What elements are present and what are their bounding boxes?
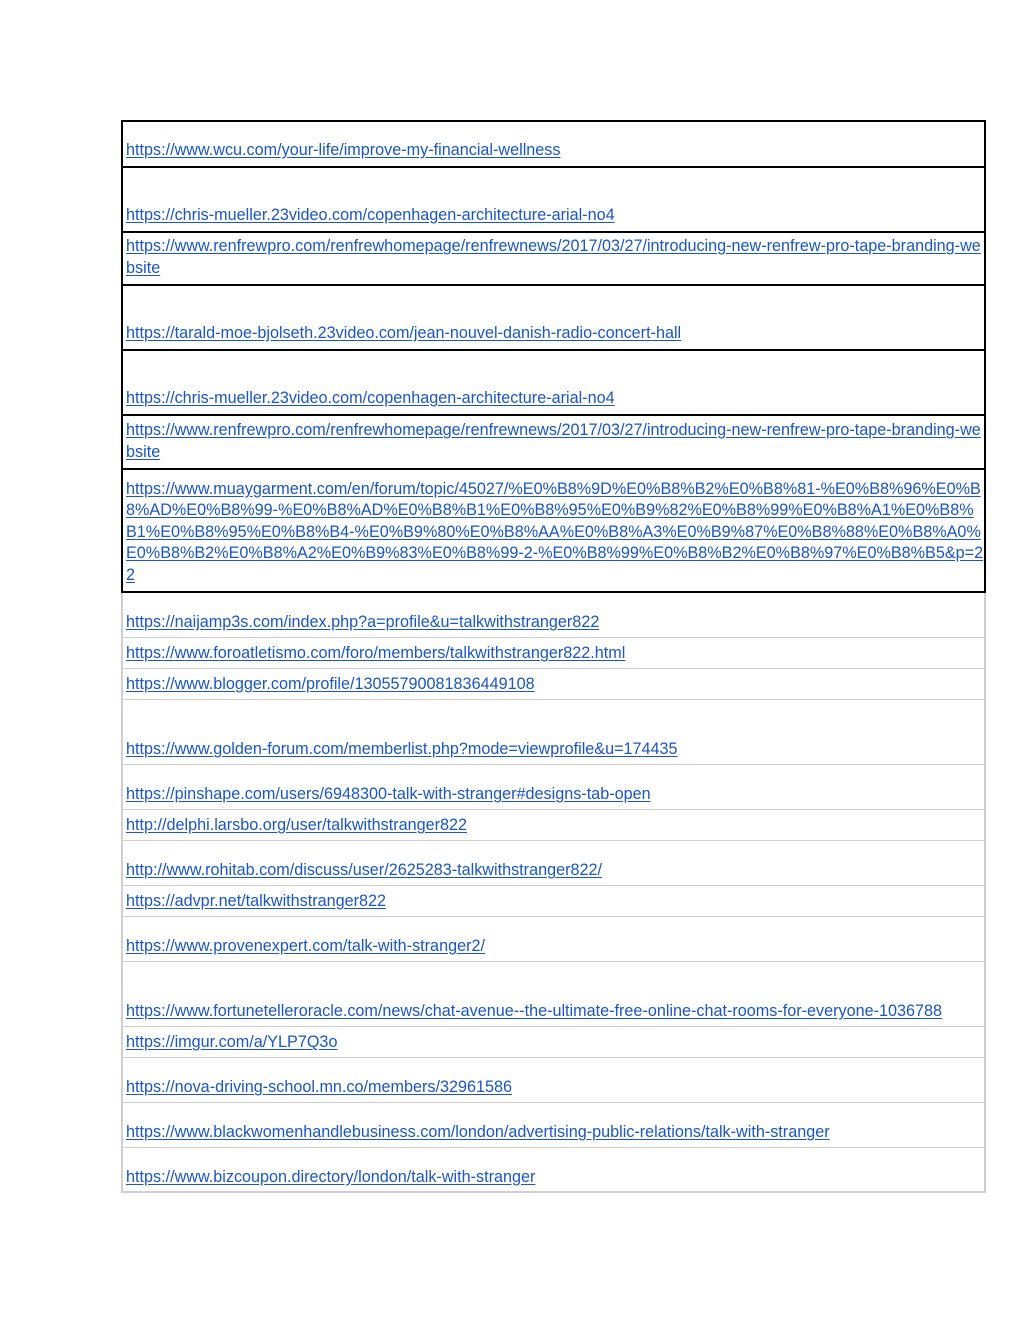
url-link[interactable]: https://www.blogger.com/profile/13055790081836449108	[126, 675, 535, 693]
url-link[interactable]: http://www.rohitab.com/discuss/user/2625283-talkwithstranger822/	[126, 861, 602, 879]
table-cell	[122, 350, 985, 415]
url-link[interactable]: http://delphi.larsbo.org/user/talkwithstranger822	[126, 816, 468, 834]
table-cell	[122, 1147, 985, 1192]
table-row	[122, 764, 985, 809]
url-link[interactable]: https://www.bizcoupon.directory/london/talk-with-stranger	[126, 1167, 536, 1186]
table-row	[122, 809, 985, 840]
url-link[interactable]: https://www.renfrewpro.com/renfrewhomepage/renfrewnews/2017/03/27/introducing-new-renfrew-pro-tape-branding-website	[126, 237, 981, 277]
url-link[interactable]: https://www.provenexpert.com/talk-with-stranger2/	[126, 937, 485, 955]
url-link[interactable]: https://www.foroatletismo.com/foro/members/talkwithstranger822.html	[126, 644, 626, 662]
url-link[interactable]: https://www.golden-forum.com/memberlist.php?mode=viewprofile&u=174435	[126, 740, 678, 758]
table-cell	[122, 809, 985, 840]
table-row	[122, 699, 985, 764]
table-row	[122, 469, 985, 592]
table-cell	[122, 1102, 985, 1147]
url-link[interactable]: https://www.blackwomenhandlebusiness.com/london/advertising-public-relations/talk-with-stranger	[126, 1123, 830, 1141]
table-cell	[122, 285, 985, 350]
table-row	[122, 1026, 985, 1057]
table-cell	[122, 764, 985, 809]
table-cell	[122, 885, 985, 916]
table-cell	[122, 637, 985, 668]
url-link[interactable]: https://pinshape.com/users/6948300-talk-with-stranger#designs-tab-open	[126, 785, 651, 803]
table-row	[122, 121, 985, 167]
url-link[interactable]: https://www.renfrewpro.com/renfrewhomepage/renfrewnews/2017/03/27/introducing-new-renfrew-pro-tape-branding-website	[126, 421, 981, 461]
table-cell	[122, 699, 985, 764]
table-row	[122, 167, 985, 232]
url-link[interactable]: https://www.muaygarment.com/en/forum/topic/45027/%E0%B8%9D%E0%B8%B2%E0%B8%81-%E0%B8%96%E0%B8%AD%E0%B8%99-%E0%B8%AD%E0%B8%B1%E0%B8%95%E0%B9%82%E0%B8%99%E0%B8%A1%E0%B8%B1%E0%B8%95%E0%B8%B4-%E0%B9%80%E0%B8%AA%E0%B8%A3%E0%B9%87%E0%B8%88%E0%B8%A0%E0%B8%B2%E0%B8%A2%E0%B9%83%E0%B8%99-2-%E0%B8%99%E0%B8%B2%E0%B8%97%E0%B8%B5&p=22	[126, 479, 984, 584]
table-row	[122, 232, 985, 285]
table-cell	[122, 961, 985, 1026]
url-link[interactable]: https://naijamp3s.com/index.php?a=profile&u=talkwithstranger822	[126, 613, 600, 631]
table-row	[122, 350, 985, 415]
table-row	[122, 1057, 985, 1102]
url-link[interactable]: https://www.fortunetelleroracle.com/news/chat-avenue--the-ultimate-free-online-chat-rooms-for-everyone-1036788	[126, 1002, 943, 1020]
table-cell	[122, 232, 985, 285]
url-link[interactable]: https://nova-driving-school.mn.co/members/32961586	[126, 1078, 513, 1096]
table-row	[122, 637, 985, 668]
table-row	[122, 1102, 985, 1147]
link-list-sheet	[121, 120, 986, 1193]
url-link[interactable]: https://advpr.net/talkwithstranger822	[126, 892, 387, 910]
table-cell	[122, 840, 985, 885]
table-row	[122, 592, 985, 637]
table-row	[122, 668, 985, 699]
table-cell	[122, 469, 985, 592]
table-row	[122, 961, 985, 1026]
table-row	[122, 1147, 985, 1192]
url-link[interactable]: https://tarald-moe-bjolseth.23video.com/jean-nouvel-danish-radio-concert-hall	[126, 323, 682, 342]
table-row	[122, 415, 985, 469]
table-row	[122, 840, 985, 885]
url-link[interactable]: https://chris-mueller.23video.com/copenhagen-architecture-arial-no4	[126, 205, 615, 224]
table-cell	[122, 167, 985, 232]
url-link[interactable]: https://chris-mueller.23video.com/copenhagen-architecture-arial-no4	[126, 388, 615, 407]
table-cell	[122, 121, 985, 167]
table-cell	[122, 668, 985, 699]
url-link[interactable]: https://www.wcu.com/your-life/improve-my-financial-wellness	[126, 140, 561, 159]
table-cell	[122, 916, 985, 961]
table-row	[122, 285, 985, 350]
url-link[interactable]: https://imgur.com/a/YLP7Q3o	[126, 1033, 338, 1051]
link-table	[121, 120, 986, 1193]
table-cell	[122, 1026, 985, 1057]
table-cell	[122, 415, 985, 469]
table-cell	[122, 1057, 985, 1102]
table-cell	[122, 592, 985, 637]
table-row	[122, 916, 985, 961]
table-row	[122, 885, 985, 916]
